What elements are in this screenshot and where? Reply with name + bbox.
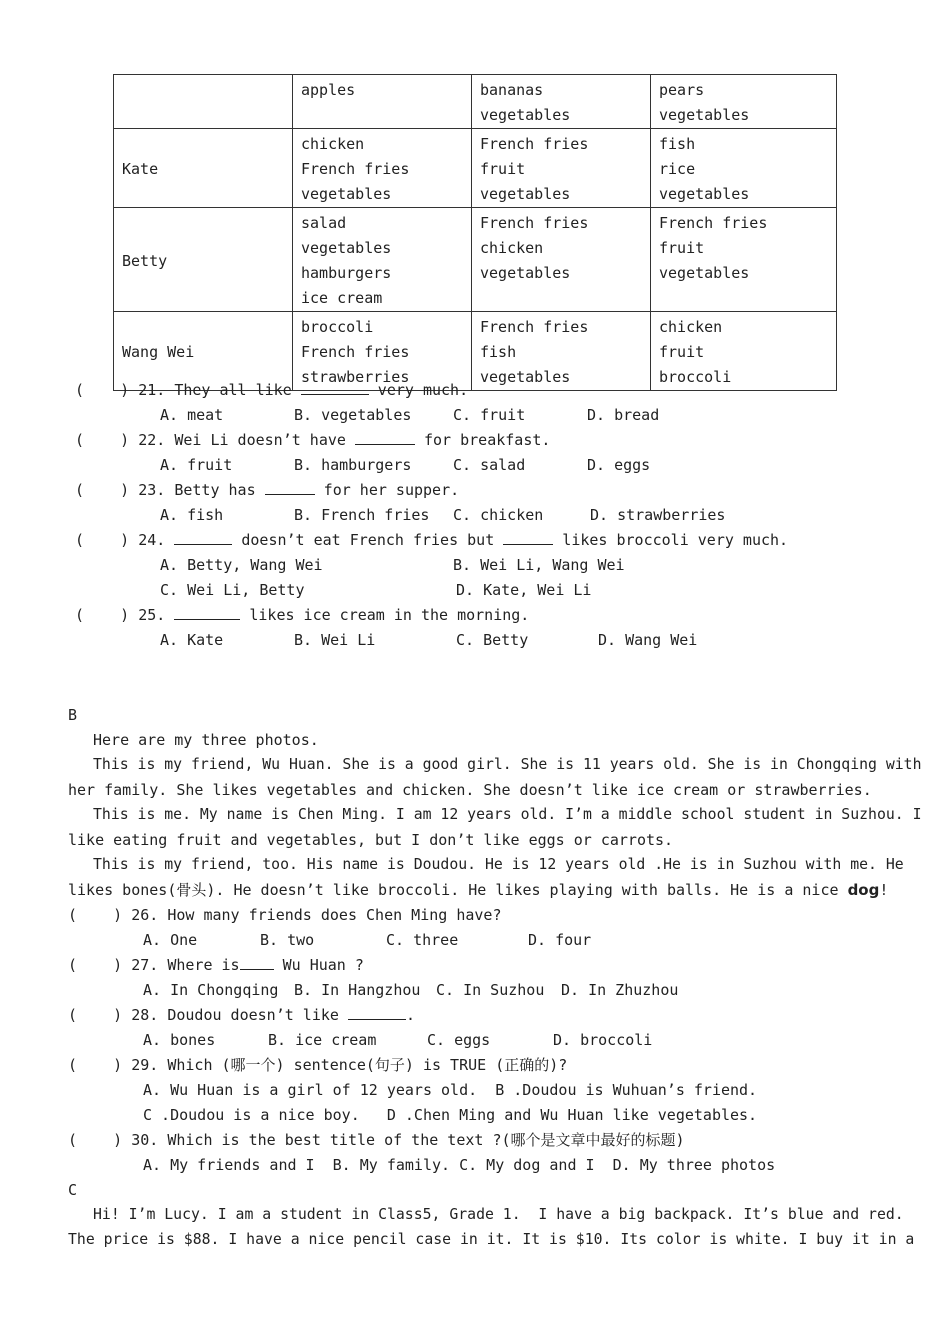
table-cell <box>293 208 472 312</box>
option[interactable]: A. fish <box>160 506 224 524</box>
table-cell <box>293 75 472 129</box>
option[interactable]: C. chicken <box>453 506 544 524</box>
table-cell <box>651 129 837 208</box>
table-cell <box>472 312 651 391</box>
question-22: ( ) 22. Wei Li doesn’t have for breakfast. <box>75 431 551 449</box>
option[interactable]: D. broccoli <box>553 1031 653 1049</box>
passage-line: Here are my three photos. <box>93 731 319 749</box>
passage-line: likes bones(骨头). He doesn’t like broccoli. He likes playing with balls. He is a nice dog! <box>68 881 889 899</box>
option[interactable]: A. bones <box>143 1031 216 1049</box>
option[interactable]: D. four <box>528 931 592 949</box>
option[interactable]: A. fruit <box>160 456 233 474</box>
cell-text: hamburgers <box>301 264 392 282</box>
cell-text: vegetables <box>480 264 571 282</box>
option[interactable]: A. Kate <box>160 631 224 649</box>
cell-text: French fries <box>659 214 768 232</box>
table-row <box>114 312 837 391</box>
table-cell-name: Wang Wei <box>114 312 293 391</box>
option[interactable]: D. In Zhuzhou <box>561 981 679 999</box>
cell-text: salad <box>301 214 347 232</box>
answer-blank[interactable] <box>503 530 553 545</box>
section-label-b: B <box>68 706 78 724</box>
passage-line: Hi! I’m Lucy. I am a student in Class5, Grade 1. I have a big backpack. It’s blue and red. <box>93 1206 904 1223</box>
table-cell <box>651 75 837 129</box>
cell-text: vegetables <box>301 239 392 257</box>
option[interactable]: A. In Chongqing <box>143 981 279 999</box>
question-29: ( ) 29. Which (哪一个) sentence(句子) is TRUE (正确的)? <box>68 1056 568 1074</box>
question-28: ( ) 28. Doudou doesn’t like . <box>68 1006 415 1024</box>
option[interactable]: C. fruit <box>453 406 526 424</box>
question-24: ( ) 24. doesn’t eat French fries but likes broccoli very much. <box>75 531 789 549</box>
answer-blank[interactable] <box>301 380 369 395</box>
cell-text: vegetables <box>659 106 750 124</box>
answer-blank[interactable] <box>348 1005 406 1020</box>
option[interactable]: D. bread <box>587 406 660 424</box>
question-23: ( ) 23. Betty has for her supper. <box>75 481 460 499</box>
table-cell <box>472 129 651 208</box>
cell-text: vegetables <box>301 185 392 203</box>
answer-blank[interactable] <box>174 605 240 620</box>
table-cell <box>651 312 837 391</box>
cell-text: broccoli <box>301 318 374 336</box>
answer-blank[interactable] <box>265 480 315 495</box>
cell-text: chicken <box>659 318 723 336</box>
table-cell-name: Betty <box>114 208 293 312</box>
passage-line: This is me. My name is Chen Ming. I am 12 years old. I’m a middle school student in Suzhou. I <box>93 806 922 823</box>
option[interactable]: B. Wei Li, Wang Wei <box>453 556 625 574</box>
table-cell <box>293 312 472 391</box>
option[interactable]: A. meat <box>160 406 224 424</box>
question-21: ( ) 21. They all like very much. <box>75 381 469 399</box>
table-cell-name: Kate <box>114 129 293 208</box>
question-27: ( ) 27. Where is Wu Huan ? <box>68 956 364 974</box>
option[interactable]: B. two <box>260 931 315 949</box>
cell-text: vegetables <box>659 264 750 282</box>
table-cell <box>472 208 651 312</box>
table-row <box>114 75 837 129</box>
cell-text: chicken <box>301 135 365 153</box>
cell-text: fruit <box>659 239 705 257</box>
option[interactable]: D. eggs <box>587 456 651 474</box>
cell-text: fruit <box>659 343 705 361</box>
cell-text: fish <box>480 343 517 361</box>
cell-text: ice cream <box>301 289 383 307</box>
cell-text: French fries <box>480 135 589 153</box>
cell-text: French fries <box>301 160 410 178</box>
passage-line: The price is $88. I have a nice pencil case in it. It is $10. Its color is white. I buy it in a <box>68 1231 915 1248</box>
option[interactable]: B. Wei Li <box>294 631 376 649</box>
cell-text: French fries <box>301 343 410 361</box>
table-row <box>114 208 837 312</box>
cell-text: apples <box>301 81 356 99</box>
option[interactable]: A. Betty, Wang Wei <box>160 556 323 574</box>
food-table <box>113 74 837 391</box>
answer-blank[interactable] <box>174 530 232 545</box>
table-cell-name <box>114 75 293 129</box>
option[interactable]: C. salad <box>453 456 526 474</box>
option[interactable]: D. Kate, Wei Li <box>456 581 592 599</box>
option[interactable]: C. Wei Li, Betty <box>160 581 305 599</box>
passage-line: This is my friend, Wu Huan. She is a good girl. She is 11 years old. She is in Chongqing with <box>93 756 922 773</box>
table-row <box>114 129 837 208</box>
passage-line: This is my friend, too. His name is Doudou. He is 12 years old .He is in Suzhou with me. He <box>93 856 904 873</box>
section-label-c: C <box>68 1181 78 1199</box>
option-line[interactable]: C .Doudou is a nice boy. D .Chen Ming and Wu Huan like vegetables. <box>143 1106 758 1124</box>
option[interactable]: C. Betty <box>456 631 529 649</box>
cell-text: vegetables <box>480 106 571 124</box>
cell-text: bananas <box>480 81 544 99</box>
answer-blank[interactable] <box>355 430 415 445</box>
option[interactable]: D. Wang Wei <box>598 631 698 649</box>
question-26: ( ) 26. How many friends does Chen Ming have? <box>68 906 502 924</box>
passage-line: like eating fruit and vegetables, but I don’t like eggs or carrots. <box>68 831 674 849</box>
cell-text: fish <box>659 135 696 153</box>
option[interactable]: B. In Hangzhou <box>294 981 421 999</box>
cell-text: vegetables <box>480 185 571 203</box>
cell-text: vegetables <box>480 368 571 386</box>
question-25: ( ) 25. likes ice cream in the morning. <box>75 606 530 624</box>
table-cell <box>293 129 472 208</box>
cell-text: French fries <box>480 214 589 232</box>
cell-text: rice <box>659 160 696 178</box>
cell-text: chicken <box>480 239 544 257</box>
cell-text: pears <box>659 81 705 99</box>
question-30: ( ) 30. Which is the best title of the text ?(哪个是文章中最好的标题) <box>68 1131 685 1149</box>
cell-text: vegetables <box>659 185 750 203</box>
passage-line: her family. She likes vegetables and chicken. She doesn’t like ice cream or strawberries. <box>68 781 872 799</box>
option[interactable]: B. vegetables <box>294 406 412 424</box>
option[interactable]: B. ice cream <box>268 1031 377 1049</box>
answer-blank[interactable] <box>240 955 274 970</box>
option[interactable]: C. three <box>386 931 459 949</box>
cell-text: broccoli <box>659 368 732 386</box>
option-line[interactable]: A. Wu Huan is a girl of 12 years old. B .Doudou is Wuhuan’s friend. <box>143 1081 758 1099</box>
cell-text: strawberries <box>301 368 410 386</box>
option[interactable]: A. One <box>143 931 198 949</box>
cell-text: French fries <box>480 318 589 336</box>
table-cell <box>472 75 651 129</box>
option[interactable]: B. French fries <box>294 506 430 524</box>
cell-text: fruit <box>480 160 526 178</box>
table-cell <box>651 208 837 312</box>
option[interactable]: B. hamburgers <box>294 456 412 474</box>
option-line[interactable]: A. My friends and I B. My family. C. My dog and I D. My three photos <box>143 1156 776 1174</box>
option[interactable]: D. strawberries <box>590 506 726 524</box>
option[interactable]: C. eggs <box>427 1031 491 1049</box>
option[interactable]: C. In Suzhou <box>436 981 545 999</box>
